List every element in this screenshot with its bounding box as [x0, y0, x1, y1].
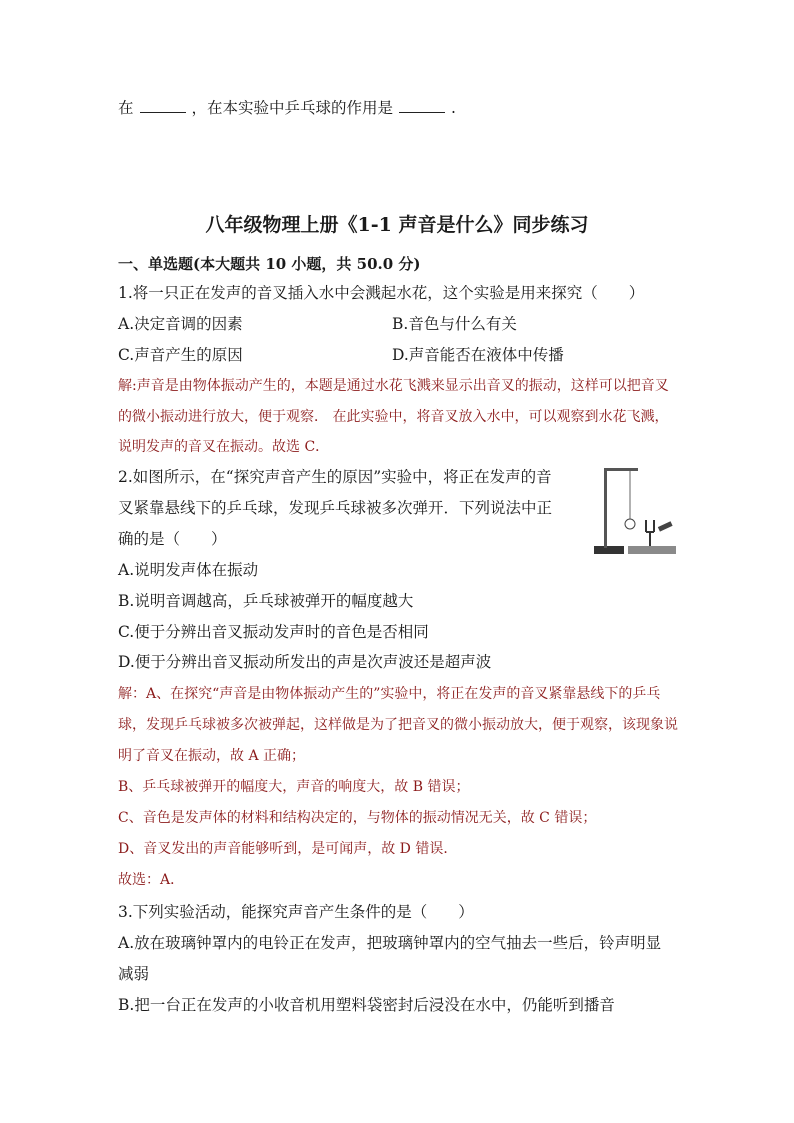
fragment-text: 在: [118, 99, 134, 117]
experiment-figure: [592, 462, 680, 558]
q2-option-d: D.便于分辨出音叉振动所发出的声是次声波还是超声波: [118, 653, 492, 671]
tuning-fork-icon: [646, 520, 654, 546]
q2-option-c: C.便于分辨出音叉振动发声时的音色是否相同: [118, 623, 429, 641]
q1-solution-line: 解:声音是由物体振动产生的，本题是通过水花飞溅来显示出音叉的振动，这样可以把音叉: [118, 378, 669, 394]
stand-pole: [604, 468, 607, 548]
mallet-icon: [658, 521, 673, 531]
q2-solution-line: 故选：A．: [118, 872, 185, 888]
q2-stem-line: 叉紧靠悬线下的乒乓球，发现乒乓球被多次弹开．下列说法中正: [118, 499, 553, 517]
page-title: 八年级物理上册《1-1 声音是什么》同步练习: [205, 214, 589, 236]
q1-option-c: C.声音产生的原因: [118, 346, 243, 364]
stand-arm: [604, 468, 638, 471]
q2-solution-line: B、乒乓球被弹开的幅度大，声音的响度大，故 B 错误；: [118, 779, 470, 795]
q2-option-b: B.说明音调越高，乒乓球被弹开的幅度越大: [118, 592, 414, 610]
q2-solution-line: C、音色是发声体的材料和结构决定的，与物体的振动情况无关，故 C 错误；: [118, 810, 597, 826]
q3-option-b: B.把一台正在发声的小收音机用塑料袋密封后浸没在水中，仍能听到播音: [118, 996, 615, 1014]
q2-stem-line: 确的是（ ）: [118, 530, 227, 548]
q3-option-a: A.放在玻璃钟罩内的电铃正在发声，把玻璃钟罩内的空气抽去一些后，铃声明显: [118, 934, 662, 952]
stand-base: [594, 546, 624, 554]
q1-solution-line: 的微小振动进行放大，便于观察． 在此实验中，将音叉放入水中，可以观察到水花飞溅，: [118, 409, 669, 425]
q2-solution-line: 明了音叉在振动，故 A 正确；: [118, 748, 306, 764]
answer-blank: [140, 98, 186, 113]
answer-blank: [399, 98, 445, 113]
q2-solution-line: 球，发现乒乓球被多次被弹起，这样做是为了把音叉的微小振动放大，便于观察，该现象说: [118, 717, 678, 733]
fragment-text: ，在本实验中乒乓球的作用是: [191, 99, 394, 117]
section-header: 一、单选题(本大题共 10 小题，共 50.0 分): [118, 255, 421, 273]
q2-stem-line: 2.如图所示，在“探究声音产生的原因”实验中，将正在发声的音: [118, 468, 552, 486]
q1-option-b: B.音色与什么有关: [392, 315, 517, 333]
q3-option-a-continued: 减弱: [118, 965, 150, 983]
q1-option-a: A.决定音调的因素: [118, 315, 243, 333]
resonance-box: [628, 546, 676, 554]
q2-solution-line: 解：A、在探究“声音是由物体振动产生的”实验中，将正在发声的音叉紧靠悬线下的乒乓: [118, 686, 661, 702]
q1-stem: 1.将一只正在发声的音叉插入水中会溅起水花，这个实验是用来探究（ ）: [118, 284, 645, 302]
q2-option-a: A.说明发声体在振动: [118, 561, 259, 579]
q1-solution-line: 说明发声的音叉在振动。故选 C．: [118, 439, 330, 455]
q3-stem: 3.下列实验活动，能探究声音产生条件的是（ ）: [118, 903, 474, 921]
q1-option-d: D.声音能否在液体中传播: [392, 346, 564, 364]
fragment-text: .: [451, 99, 456, 117]
q2-solution-line: D、音叉发出的声音能够听到，是可闻声，故 D 错误．: [118, 841, 458, 857]
previous-question-fragment: [118, 98, 456, 118]
ping-pong-ball-icon: [625, 519, 635, 529]
